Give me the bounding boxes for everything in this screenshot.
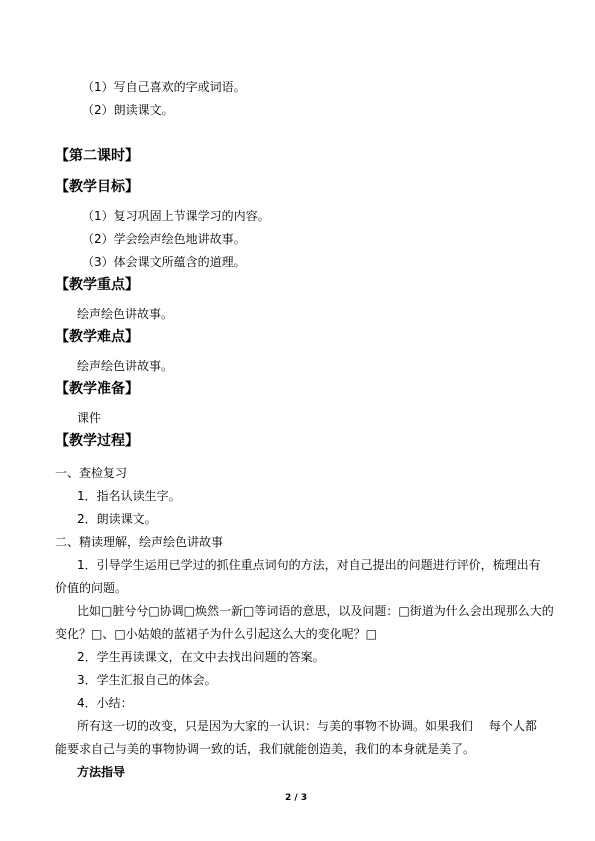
text-line: 1．指名认读生字。 xyxy=(77,489,181,503)
text-line: 2．学生再读课文，在文中去找出问题的答案。 xyxy=(77,650,325,664)
text-line: 4．小结： xyxy=(77,696,133,710)
section-heading: 【教学准备】 xyxy=(55,381,139,397)
page-number: 2 / 3 xyxy=(285,793,308,803)
section-heading: 【教学过程】 xyxy=(55,433,139,449)
text-line: （1）复习巩固上节课学习的内容。 xyxy=(82,209,270,223)
text-line: （1）写自己喜欢的字或词语。 xyxy=(82,80,246,94)
section-heading: 【第二课时】 xyxy=(55,148,139,164)
text-line: 能要求自己与美的事物协调一致的话，我们就能创造美，我们的本身就是美了。 xyxy=(55,742,476,756)
section-heading: 【教学重点】 xyxy=(55,277,139,293)
text-line: （2）学会绘声绘色地讲故事。 xyxy=(82,232,246,246)
text-line: 课件 xyxy=(77,411,102,425)
text-line: 1．引导学生运用已学过的抓住重点词句的方法，对自己提出的问题进行评价，梳理出有 xyxy=(77,558,541,572)
text-line: 2．朗读课文。 xyxy=(77,512,157,526)
text-line: 比如□脏兮兮□协调□焕然一新□等词语的意思，以及问题：□街道为什么会出现那么大的 xyxy=(77,604,554,618)
text-line: 一、查检复习 xyxy=(55,466,128,480)
section-heading: 【教学目标】 xyxy=(55,179,139,195)
text-line: （2）朗读课文。 xyxy=(82,103,174,117)
text-line: 3．学生汇报自己的体会。 xyxy=(77,673,217,687)
subheading: 方法指导 xyxy=(77,765,126,779)
text-line: 绘声绘色讲故事。 xyxy=(77,307,174,321)
text-line: 变化？□、□小姑娘的蓝裙子为什么引起这么大的变化呢？□ xyxy=(55,627,378,641)
text-line: 二、精读理解，绘声绘色讲故事 xyxy=(55,535,224,549)
section-heading: 【教学难点】 xyxy=(55,329,139,345)
text-line: 所有这一切的改变，只是因为大家的一认识：与美的事物不协调。如果我们 每个人都 xyxy=(77,719,537,733)
text-line: 绘声绘色讲故事。 xyxy=(77,359,174,373)
text-line: 价值的问题。 xyxy=(55,581,128,595)
text-line: （3）体会课文所蕴含的道理。 xyxy=(82,255,246,269)
